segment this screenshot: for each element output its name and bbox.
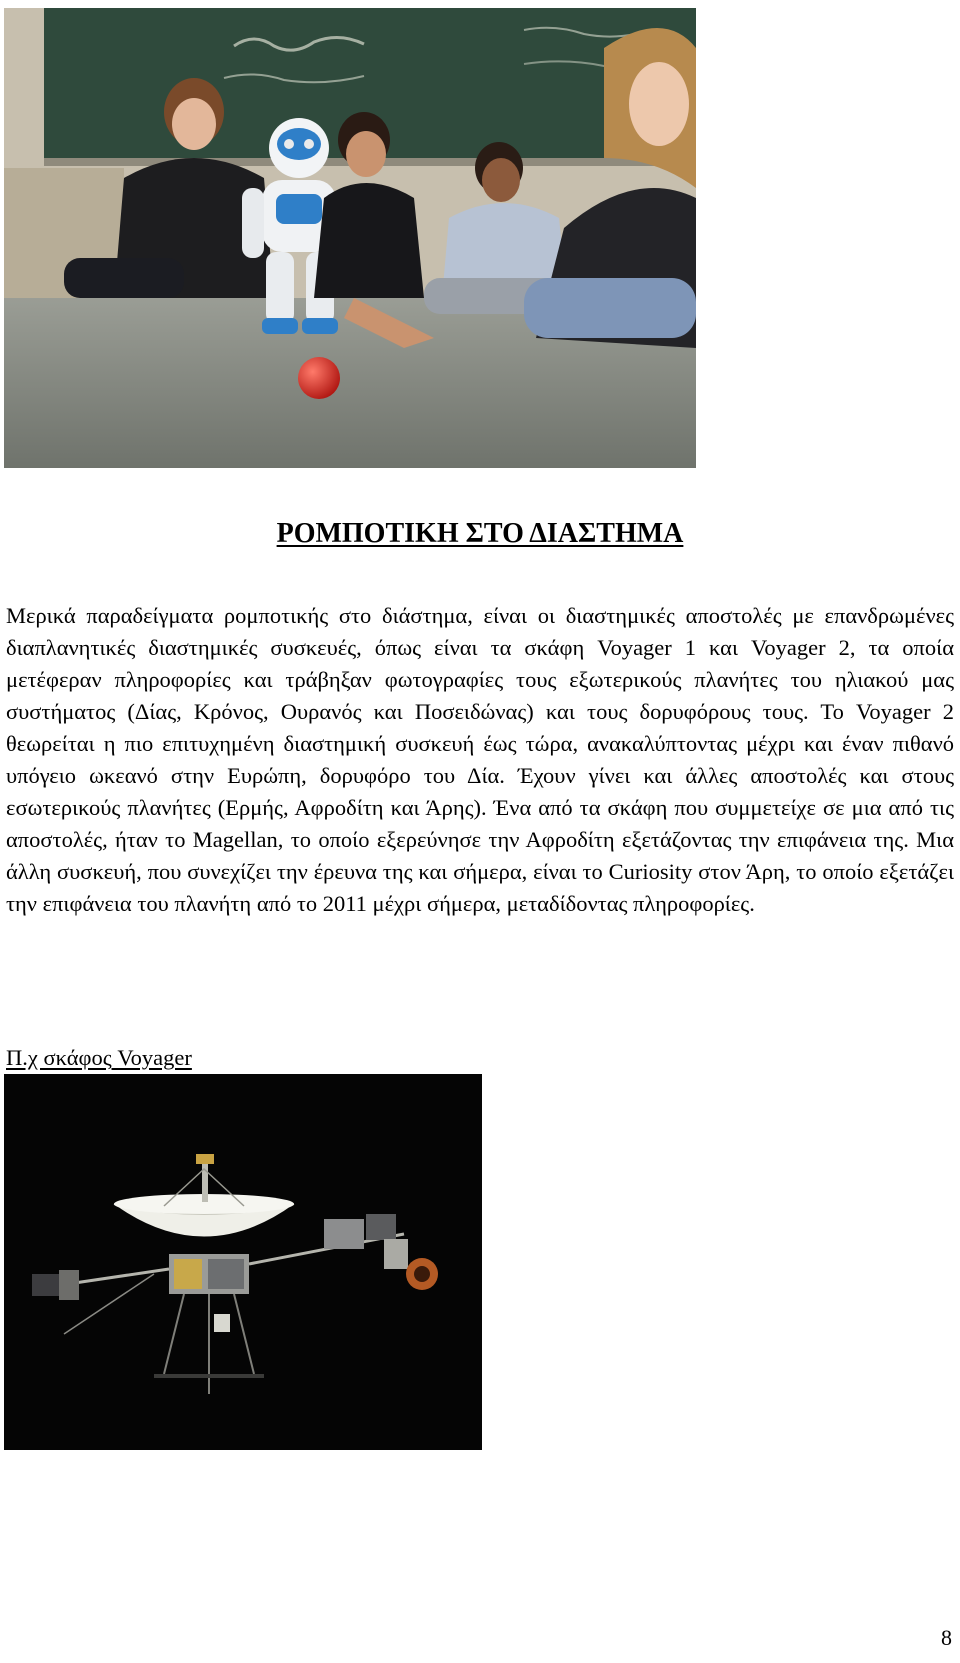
page-number: 8	[941, 1625, 952, 1650]
body-paragraph: Μερικά παραδείγματα ρομποτικής στο διάστημα, είναι οι διαστημικές αποστολές με επανδρωμένες διαπλανητικές διαστημικές συσκευές, όπως είναι τα σκάφη Voyager 1 και Voyager 2, τα οποία μετέφεραν πληροφορίες και τράβηξαν φωτογραφίες τους εξωτερικούς πλανήτες του ηλιακού μας συστήματος (Δίας, Κρόνος, Ουρανός και Ποσειδώνας) και τους δορυφόρους τους. Το Voyager 2 θεωρείται η πιο επιτυχημένη διαστημική συσκευή έως τώρα, ανακαλύπτοντας μέχρι και έναν πιθανό υπόγειο ωκεανό στην Ευρώπη, δορυφόρο του Δία. Έχουν γίνει και άλλες αποστολές και στους εσωτερικούς πλανήτες (Ερμής, Αφροδίτη και Άρης). Ένα από τα σκάφη που συμμετείχε σε μια από τις αποστολές, ήταν το Magellan, το οποίο εξερεύνησε την Αφροδίτη εξετάζοντας την επιφάνεια της. Μια άλλη συσκευή, που συνεχίζει την έρευνα της και σήμερα, είναι το Curiosity στον Άρη, το οποίο εξετάζει την επιφάνεια του πλανήτη από το 2011 μέχρι σήμερα, μεταδίδοντας πληροφορίες.	[6, 603, 954, 916]
image-caption: Π.χ σκάφος Voyager	[6, 1045, 192, 1070]
page-heading: ΡΟΜΠΟΤΙΚΗ ΣΤΟ ΔΙΑΣΤΗΜΑ	[276, 518, 684, 549]
voyager-spacecraft-photo	[4, 1074, 482, 1450]
robot-students-photo	[4, 8, 696, 468]
